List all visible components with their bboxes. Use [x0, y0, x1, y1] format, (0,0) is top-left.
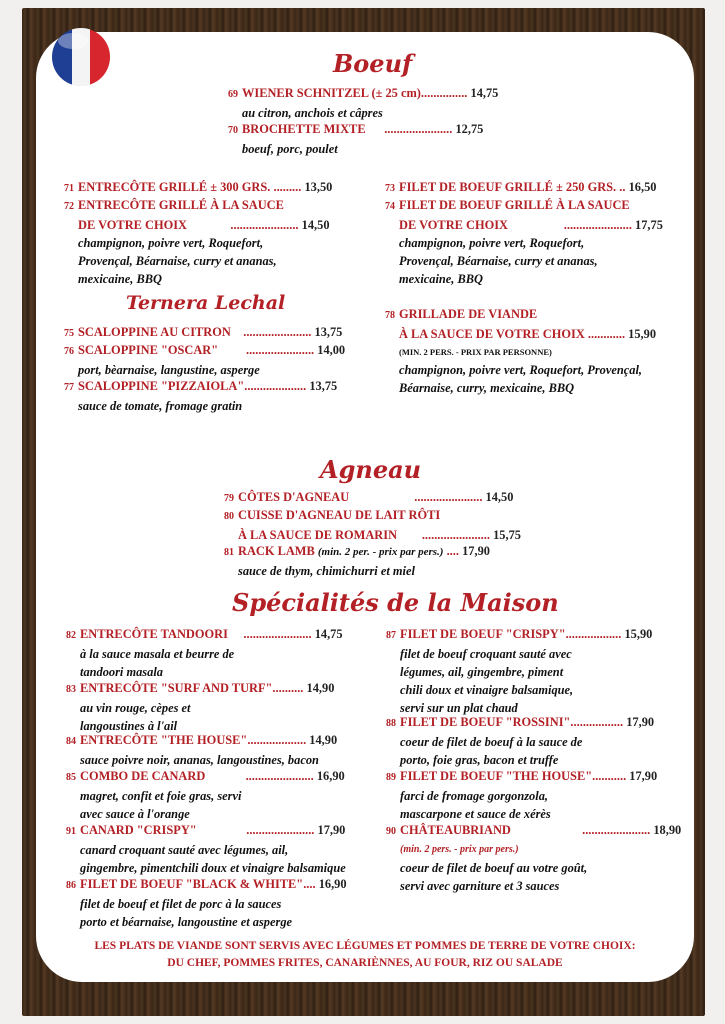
menu-item-73: 73 FILET DE BOEUF GRILLÉ ± 250 GRS. .. 16,50	[385, 180, 657, 194]
menu-item-78: 78 GRILLADE DE VIANDE À LA SAUCE DE VOTRE CHOIX ............ 15,90 (MIN. 2 PERS. - PRIX PAR PERSONNE) champignon, poivre vert, Roquefort, Provençal, Béarnaise, curry, mexicaine, BBQ	[385, 307, 657, 395]
menu-item-72: 72 ENTRECÔTE GRILLÉ À LA SAUCE DE VOTRE CHOIX ...................... 14,50 champignon, poivre vert, Roquefort, Provençal, Béarnaise, curry et ananas, mexicaine, BBQ	[64, 198, 330, 286]
menu-item-75: 75 SCALOPPINE AU CITRON ...................... 13,75	[64, 325, 343, 339]
section-heading-ternera: Ternera Lechal	[126, 292, 286, 314]
menu-item-90: 90 CHÂTEAUBRIAND ...................... 18,90 (min. 2 pers. - prix par pers.) coeur de filet de boeuf au votre goût, servi avec garniture et 3 sauces	[386, 823, 682, 893]
menu-item-77: 77 SCALOPPINE "PIZZAIOLA".................... 13,75 sauce de tomate, fromage gratin	[64, 379, 338, 413]
menu-item-89: 89 FILET DE BOEUF "THE HOUSE"........... 17,90 farci de fromage gorgonzola, mascarpone et sauce de xérès	[386, 769, 658, 821]
menu-item-69: 69 WIENER SCHNITZEL (± 25 cm)............... 14,75 au citron, anchois et câpres	[228, 86, 499, 120]
menu-item-79: 79 CÔTES D'AGNEAU ...................... 14,50	[224, 490, 514, 504]
menu-item-85: 85 COMBO DE CANARD ...................... 16,90 magret, confit et foie gras, servi avec sauce à l'orange	[66, 769, 345, 821]
menu-item-83: 83 ENTRECÔTE "SURF AND TURF".......... 14,90 au vin rouge, cèpes et langoustines à l'ail	[66, 681, 335, 733]
menu-item-84: 84 ENTRECÔTE "THE HOUSE"................... 14,90 sauce poivre noir, ananas, langoustines, bacon	[66, 733, 338, 767]
section-heading-specialites: Spécialités de la Maison	[232, 588, 559, 617]
menu-item-81: 81 RACK LAMB (min. 2 per. - prix par pers.) .... 17,90 sauce de thym, chimichurri et miel	[224, 544, 490, 578]
menu-item-88: 88 FILET DE BOEUF "ROSSINI"................. 17,90 coeur de filet de boeuf à la sauce de porto, foie gras, bacon et truffe	[386, 715, 655, 767]
menu-item-71: 71 ENTRECÔTE GRILLÉ ± 300 GRS. ......... 13,50	[64, 180, 333, 194]
menu-item-82: 82 ENTRECÔTE TANDOORI ...................... 14,75 à la sauce masala et beurre de tandoori masala	[66, 627, 343, 679]
section-heading-boeuf: Boeuf	[333, 49, 413, 78]
section-heading-agneau: Agneau	[320, 455, 422, 484]
menu-item-91: 91 CANARD "CRISPY" ...................... 17,90 canard croquant sauté avec légumes, ail, gingembre, pimentchili doux et vinaigre balsamique	[66, 823, 346, 875]
menu-item-70: 70 BROCHETTE MIXTE ...................... 12,75 boeuf, porc, poulet	[228, 122, 484, 156]
menu-item-86: 86 FILET DE BOEUF "BLACK & WHITE".... 16,90 filet de boeuf et filet de porc à la sauces porto et béarnaise, langoustine et asperge	[66, 877, 347, 929]
menu-item-74: 74 FILET DE BOEUF GRILLÉ À LA SAUCE DE VOTRE CHOIX ...................... 17,75 champignon, poivre vert, Roquefort, Provençal, Béarnaise, curry et ananas, mexicaine, BBQ	[385, 198, 663, 286]
menu-item-76: 76 SCALOPPINE "OSCAR" ...................... 14,00 port, bèarnaise, langustine, asperge	[64, 343, 346, 377]
footer-line-2: DU CHEF, POMMES FRITES, CANARIÈNNES, AU FOUR, RIZ OU SALADE	[167, 957, 563, 969]
menu-item-80: 80 CUISSE D'AGNEAU DE LAIT RÔTI À LA SAUCE DE ROMARIN ...................... 15,75	[224, 508, 521, 542]
france-flag-icon	[52, 28, 110, 86]
menu-footer-note	[60, 938, 670, 972]
menu-item-87: 87 FILET DE BOEUF "CRISPY".................. 15,90 filet de boeuf croquant sauté avec légumes, ail, gingembre, piment chili doux et vinaigre balsamique, servi sur un plat chaud	[386, 627, 653, 715]
footer-line-1: LES PLATS DE VIANDE SONT SERVIS AVEC LÉGUMES ET POMMES DE TERRE DE VOTRE CHOIX:	[94, 940, 636, 952]
